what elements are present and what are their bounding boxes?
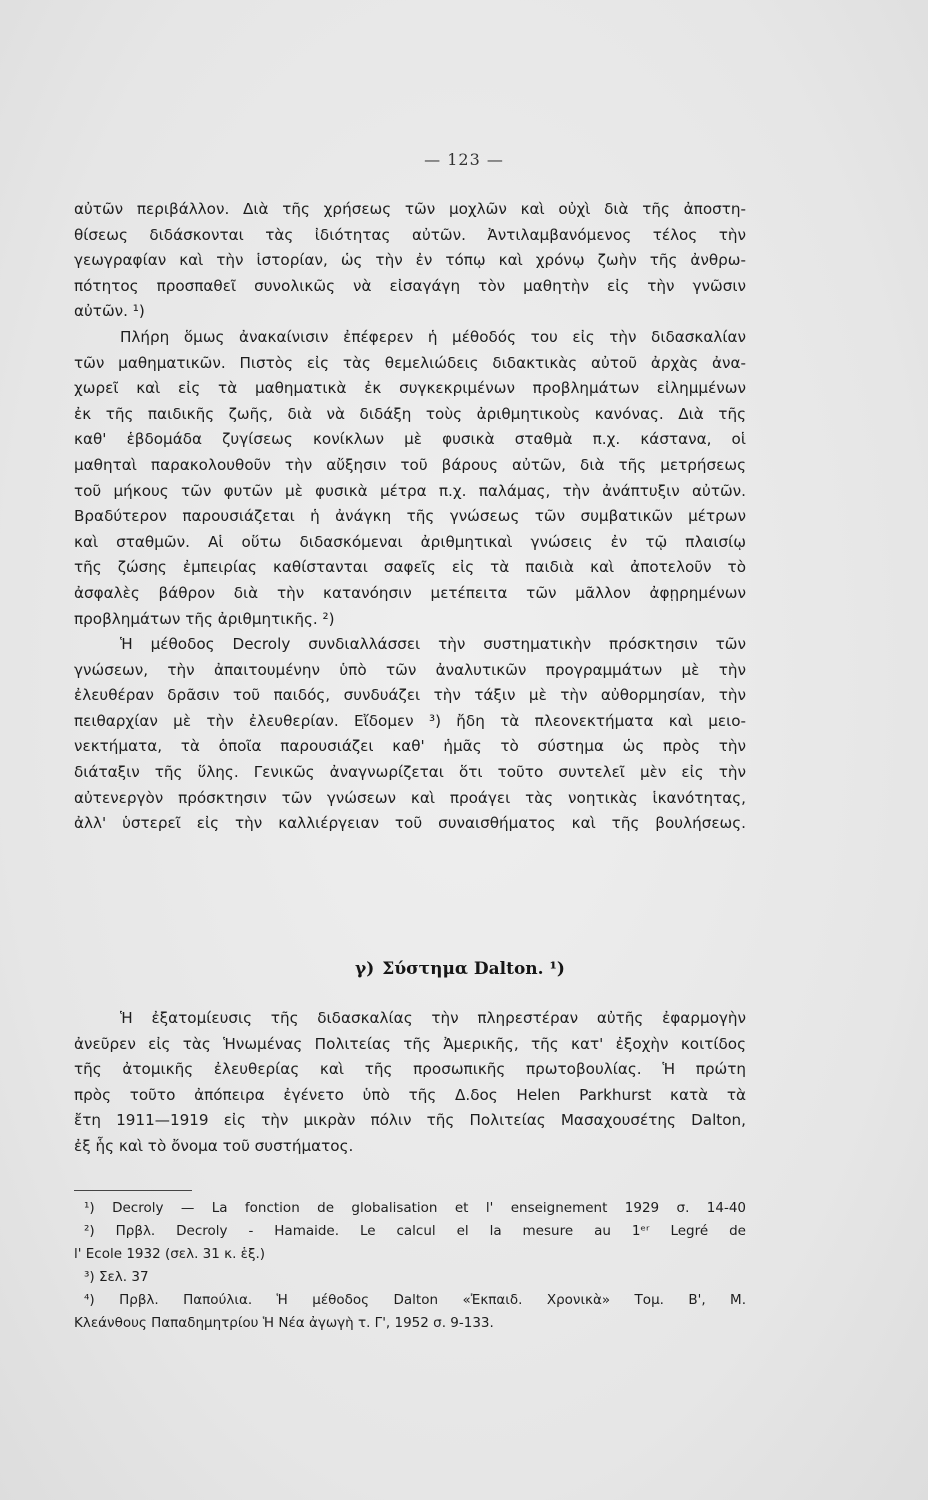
text-line: γνώσεων, τὴν ἀπαιτουμένην ὑπὸ τῶν ἀναλυτικῶν προγραμμάτων μὲ τὴν <box>74 660 746 679</box>
text-line: μαθηταὶ παρακολουθοῦν τὴν αὔξησιν τοῦ βάρους αὐτῶν, διὰ τῆς μετρήσεως <box>74 455 746 474</box>
footnote-divider <box>74 1190 192 1191</box>
text-line: τῶν μαθηματικῶν. Πιστὸς εἰς τὰς θεμελιώδεις διδακτικὰς αὐτοῦ ἀρχὰς ἀνα- <box>74 353 746 372</box>
text-line: πρὸς τοῦτο ἀπόπειρα ἐγένετο ὑπὸ τῆς Δ.δος Helen Parkhurst κατὰ τὰ <box>74 1085 746 1104</box>
text-line: νεκτήματα, τὰ ὁποῖα παρουσιάζει καθ' ἡμᾶς τὸ σύστημα ὡς πρὸς τὴν <box>74 737 746 756</box>
text-line: ἀνεῦρεν εἰς τὰς Ἡνωμένας Πολιτείας τῆς Ἀμερικῆς, τῆς κατ' ἐξοχὴν κοιτίδος <box>74 1034 746 1053</box>
text-line: πειθαρχίαν μὲ τὴν ἐλευθερίαν. Εἴδομεν ³) ἤδη τὰ πλεονεκτήματα καὶ μειο- <box>74 711 746 730</box>
text-line: αὐτενεργὸν πρόσκτησιν τῶν γνώσεων καὶ προάγει τὰς νοητικὰς ἱκανότητας, <box>74 788 746 807</box>
footnote-line: ²) Πρβλ. Decroly - Hamaide. Le calcul el la mesure au 1ᵉʳ Legré de <box>84 1223 746 1239</box>
footnote-line: ¹) Decroly — La fonction de globalisation et l' enseignement 1929 σ. 14-40 <box>84 1200 746 1216</box>
footnote-line: l' Ecole 1932 (σελ. 31 κ. ἑξ.) <box>74 1246 266 1262</box>
text-line: τῆς ἀτομικῆς ἐλευθερίας καὶ τῆς προσωπικῆς πρωτοβουλίας. Ἡ πρώτη <box>74 1060 746 1079</box>
text-line: ἀσφαλὲς βάθρον διὰ τὴν κατανόησιν μετέπειτα τῶν μᾶλλον ἀφῃρημένων <box>74 583 746 602</box>
footnote-line: ⁴) Πρβλ. Παπούλια. Ἡ μέθοδος Dalton «Ἐκπαιδ. Χρονικὰ» Τομ. Β', Μ. <box>84 1292 746 1308</box>
text-line: τοῦ μήκους τῶν φυτῶν μὲ φυσικὰ μέτρα π.χ. παλάμας, τὴν ἀνάπτυξιν αὐτῶν. <box>74 481 746 500</box>
text-line: καὶ σταθμῶν. Αἱ οὕτω διδασκόμεναι ἀριθμητικαὶ γνώσεις ἐν τῷ πλαισίῳ <box>74 532 746 551</box>
text-line: καθ' ἑβδομάδα ζυγίσεως κονίκλων μὲ φυσικὰ σταθμὰ π.χ. κάστανα, οἱ <box>74 430 746 449</box>
text-line: Ἡ ἐξατομίευσις τῆς διδασκαλίας τὴν πληρεστέραν αὐτῆς ἐφαρμογὴν <box>120 1009 746 1027</box>
section-title: Σύστημα Dalton. ¹) <box>382 959 565 979</box>
text-line: Πλήρη ὅμως ἀνακαίνισιν ἐπέφερεν ἡ μέθοδός του εἰς τὴν διδασκαλίαν <box>120 327 746 346</box>
text-line: Βραδύτερον παρουσιάζεται ἡ ἀνάγκη τῆς γνώσεως τῶν συμβατικῶν μέτρων <box>74 507 746 526</box>
section-letter: γ) <box>355 959 375 979</box>
text-line: πότητος προσπαθεῖ συνολικῶς νὰ εἰσαγάγη τὸν μαθητὴν εἰς τὴν γνῶσιν <box>74 276 746 295</box>
text-line: χωρεῖ καὶ εἰς τὰ μαθηματικὰ ἐκ συγκεκριμένων προβλημάτων εἰλημμένων <box>74 379 746 398</box>
text-line: ἐκ τῆς παιδικῆς ζωῆς, διὰ νὰ διδάξη τοὺς ἀριθμητικοὺς κανόνας. Διὰ τῆς <box>74 404 746 423</box>
text-line: τῆς ζώσης ἐμπειρίας καθίστανται σαφεῖς εἰς τὰ παιδιὰ καὶ ἀποτελοῦν τὸ <box>74 558 746 577</box>
text-line: γεωγραφίαν καὶ τὴν ἱστορίαν, ὡς τὴν ἐν τόπῳ καὶ χρόνῳ ζωὴν τῆς ἀνθρω- <box>74 251 746 270</box>
text-line: διάταξιν τῆς ὕλης. Γενικῶς ἀναγνωρίζεται ὅτι τοῦτο συντελεῖ μὲν εἰς τὴν <box>74 763 746 782</box>
footnote-line: Κλεάνθους Παπαδημητρίου Ἡ Νέα ἀγωγὴ τ. Γ', 1952 σ. 9-133. <box>74 1315 494 1331</box>
page-number: — 123 — <box>424 150 504 169</box>
text-line: ἐξ ἧς καὶ τὸ ὄνομα τοῦ συστήματος. <box>74 1136 354 1155</box>
text-line: ἀλλ' ὑστερεῖ εἰς τὴν καλλιέργειαν τοῦ συναισθήματος καὶ τῆς βουλήσεως. <box>74 814 746 833</box>
body-text <box>74 197 746 837</box>
text-line: προβλημάτων τῆς ἀριθμητικῆς. ²) <box>74 609 335 628</box>
text-line: θίσεως διδάσκονται τὰς ἰδιότητας αὐτῶν. Ἀντιλαμβανόμενος τέλος τὴν <box>74 225 746 244</box>
text-line: αὐτῶν περιβάλλον. Διὰ τῆς χρήσεως τῶν μοχλῶν καὶ οὐχὶ διὰ τῆς ἀποστη- <box>74 200 746 218</box>
footnotes <box>74 1197 746 1335</box>
footnote-line: ³) Σελ. 37 <box>84 1269 149 1285</box>
text-line: ἔτη 1911—1919 εἰς τὴν μικρὰν πόλιν τῆς Πολιτείας Μασαχουσέτης Dalton, <box>74 1111 746 1130</box>
text-line: ἐλευθέραν δρᾶσιν τοῦ παιδός, συνδυάζει τὴν τάξιν μὲ τὴν αὐθορμησίαν, τὴν <box>74 686 746 705</box>
section-text <box>74 1006 746 1160</box>
text-line: Ἡ μέθοδος Decroly συνδιαλλάσσει τὴν συστηματικὴν πρόσκτησιν τῶν <box>120 635 746 654</box>
text-line: αὐτῶν. ¹) <box>74 302 145 321</box>
section-heading <box>0 959 928 979</box>
